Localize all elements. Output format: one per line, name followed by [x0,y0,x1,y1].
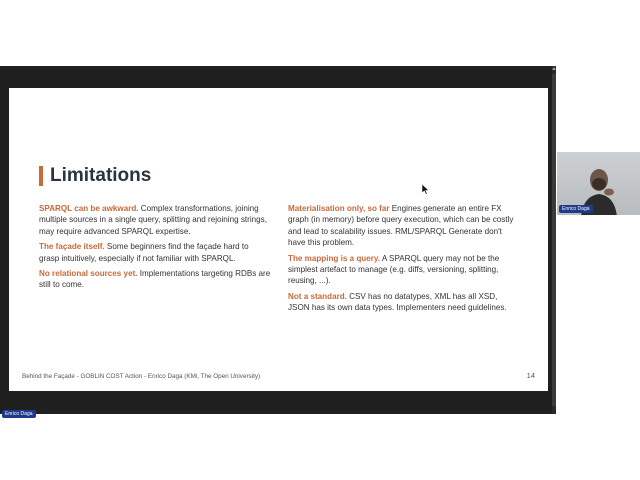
point-sparql-awkward: SPARQL can be awkward. Complex transformations, joining multiple sources in a single query, splitting and rejoining strings, may require advanced SPARQL expertise. [39,204,267,236]
title-accent-bar [39,166,43,186]
point-facade-itself: The façade itself. Some beginners find the façade hard to grasp intuitively, especially if not familiar with SPARQL. [39,242,249,263]
self-view-name-tag: Enrico Daga [2,410,36,418]
right-column [288,203,520,318]
scroll-up-icon[interactable] [552,67,556,70]
point-materialisation: Materialisation only, so far Engines generate an entire FX graph (in memory) before query execution, which can be costly and lead to scalability issues. RML/SPARQL Generate don't have this problem. [288,204,514,248]
scrollbar-thumb[interactable] [552,74,556,406]
mouse-cursor-icon [422,182,430,193]
left-column [39,203,271,295]
slide-title: Limitations [50,165,152,186]
participant-name-tag: Enrico Daga [559,205,593,213]
point-not-standard: Not a standard. CSV has no datatypes, XML has all XSD, JSON has its own data types. Implementers need guidelines. [288,291,507,313]
point-mapping-query: The mapping is a query. A SPARQL query may not be the simplest artefact to manage (e.g. diffs, versioning, splitting, reusing, ...). [288,253,500,286]
participant-video-tile[interactable] [557,152,640,215]
slide-footer: Behind the Façade - GOBLIN COST Action - Enrico Daga (KMi, The Open University) [22,373,261,380]
slide-number: 14 [526,371,535,380]
point-no-relational: No relational sources yet. Implementations targeting RDBs are still to come. [39,269,271,290]
presentation-slide [9,88,548,391]
